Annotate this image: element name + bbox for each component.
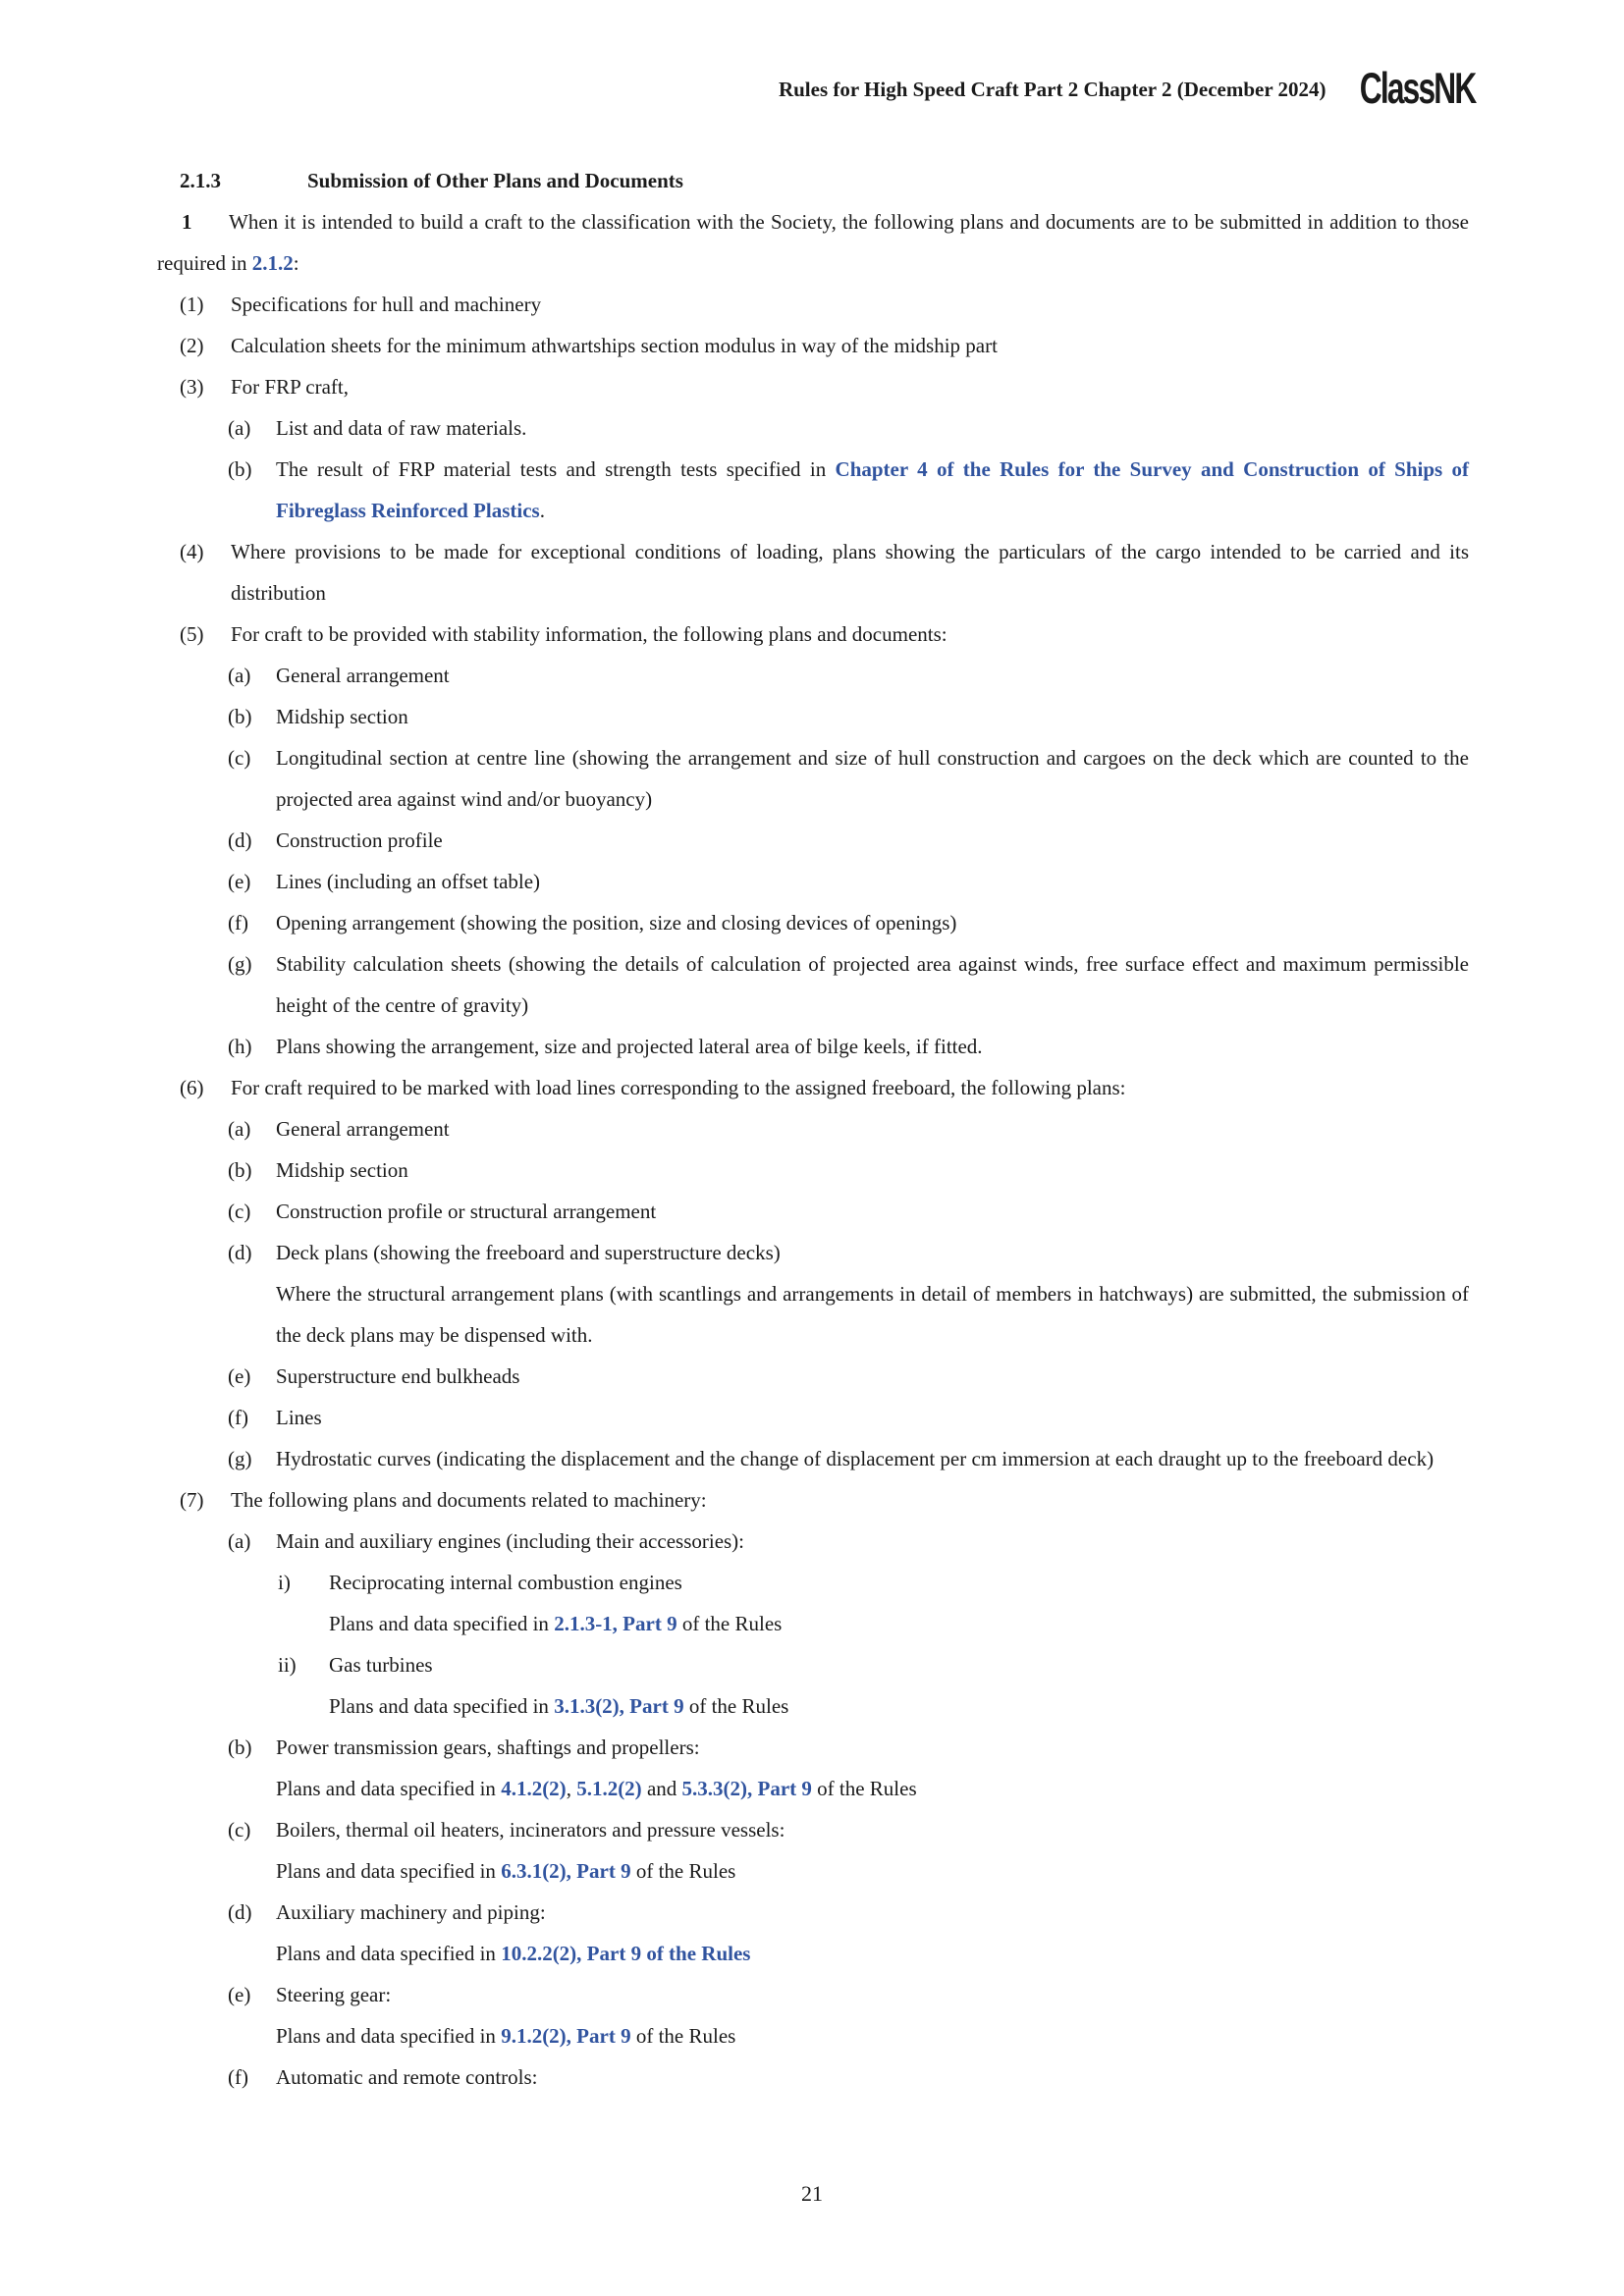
list-marker: (a) (228, 1117, 251, 1141)
text-run: Plans showing the arrangement, size and projected lateral area of bilge keels, if fitted. (276, 1035, 983, 1058)
text-run: Lines (including an offset table) (276, 870, 541, 893)
text-run: of the Rules (630, 2024, 736, 2048)
cross-reference-link[interactable]: 6.3.1(2), Part 9 (501, 1859, 631, 1883)
document-body (157, 160, 1469, 2098)
cross-reference-link[interactable]: 10.2.2(2), Part 9 of the Rules (501, 1942, 751, 1965)
list-marker: ii) (278, 1653, 297, 1677)
list-marker: (c) (228, 746, 251, 770)
section-items (157, 201, 1469, 2098)
list-item (180, 531, 1469, 614)
list-item (228, 696, 1469, 737)
list-item (228, 407, 1469, 449)
list-marker: (d) (228, 828, 252, 852)
list-marker: (b) (228, 457, 252, 481)
text-run: Power transmission gears, shaftings and propellers: (276, 1735, 700, 1759)
text-run: . (539, 499, 545, 522)
list-marker: (3) (180, 375, 204, 399)
list-item (228, 1438, 1469, 1479)
text-run: Superstructure end bulkheads (276, 1364, 520, 1388)
page-number: 21 (801, 2181, 823, 2206)
running-header-title: Rules for High Speed Craft Part 2 Chapter 2 (December 2024) (778, 78, 1326, 101)
list-item (228, 1356, 1469, 1397)
list-marker: (e) (228, 1364, 251, 1388)
list-marker: (5) (180, 622, 204, 646)
list-item (228, 1191, 1469, 1232)
text-run: Hydrostatic curves (indicating the displacement and the change of displacement per cm immersion at each draught up to the freeboard deck) (276, 1447, 1435, 1470)
continuation-paragraph (276, 1850, 1469, 1892)
list-marker: i) (278, 1571, 291, 1594)
list-item (278, 1644, 1469, 1685)
cross-reference-link[interactable]: 2.1.2 (251, 251, 294, 275)
continuation-paragraph (276, 1273, 1469, 1356)
section-heading (157, 160, 1469, 201)
text-run: Reciprocating internal combustion engines (329, 1571, 682, 1594)
list-marker: (c) (228, 1818, 251, 1842)
list-item (180, 614, 1469, 655)
list-item (228, 1397, 1469, 1438)
list-marker: 1 (182, 210, 192, 234)
list-item (228, 1149, 1469, 1191)
cross-reference-link[interactable]: 5.3.3(2), Part 9 (681, 1777, 812, 1800)
text-run: Plans and data specified in (276, 1942, 502, 1965)
text-run: For FRP craft, (231, 375, 349, 399)
text-run: Stability calculation sheets (showing the details of calculation of projected area against winds, free surface effect and maximum permissible height of the centre of gravity) (276, 952, 1469, 1017)
list-item (228, 1974, 1469, 2015)
cross-reference-link[interactable]: Chapter 4 of the Rules for the Survey and Construction of Ships of Fibreglass Reinforced Plastics (276, 457, 1470, 522)
text-run: Calculation sheets for the minimum athwartships section modulus in way of the midship part (231, 334, 998, 357)
cross-reference-link[interactable]: 9.1.2(2), Part 9 (501, 2024, 631, 2048)
list-item (180, 366, 1469, 407)
cross-reference-link[interactable]: 4.1.2(2) (501, 1777, 567, 1800)
list-marker: (b) (228, 705, 252, 728)
text-run: Auxiliary machinery and piping: (276, 1900, 546, 1924)
text-run: of the Rules (677, 1612, 783, 1635)
text-run: The result of FRP material tests and strength tests specified in (276, 457, 836, 481)
section-number: 2.1.3 (180, 169, 221, 192)
list-item (180, 325, 1469, 366)
text-run: , (566, 1777, 577, 1800)
text-run: of the Rules (630, 1859, 736, 1883)
list-marker: (a) (228, 416, 251, 440)
classnk-logo: ClassNK (1359, 64, 1475, 114)
list-item (228, 1026, 1469, 1067)
list-item (228, 737, 1469, 820)
list-item (228, 902, 1469, 943)
list-item (157, 201, 1469, 284)
text-run: Plans and data specified in (329, 1694, 555, 1718)
list-item (278, 1562, 1469, 1603)
list-marker: (a) (228, 1529, 251, 1553)
list-marker: (f) (228, 911, 248, 934)
list-item (228, 820, 1469, 861)
list-marker: (b) (228, 1158, 252, 1182)
cross-reference-link[interactable]: 5.1.2(2) (576, 1777, 642, 1800)
text-run: Plans and data specified in (276, 1859, 502, 1883)
text-run: For craft to be provided with stability information, the following plans and documents: (231, 622, 947, 646)
list-marker: (g) (228, 952, 252, 976)
section-title: Submission of Other Plans and Documents (307, 169, 683, 192)
text-run: Plans and data specified in (329, 1612, 555, 1635)
text-run: Main and auxiliary engines (including their accessories): (276, 1529, 745, 1553)
text-run: Construction profile (276, 828, 443, 852)
list-marker: (e) (228, 870, 251, 893)
text-run: and (641, 1777, 682, 1800)
text-run: Plans and data specified in (276, 2024, 502, 2048)
page-header (779, 65, 1475, 114)
text-run: For craft required to be marked with load lines corresponding to the assigned freeboard, the following plans: (231, 1076, 1126, 1099)
text-run: of the Rules (683, 1694, 789, 1718)
text-run: List and data of raw materials. (276, 416, 527, 440)
list-marker: (e) (228, 1983, 251, 2006)
text-run: of the Rules (811, 1777, 917, 1800)
text-run: Steering gear: (276, 1983, 392, 2006)
list-marker: (c) (228, 1200, 251, 1223)
list-marker: (1) (180, 293, 204, 316)
text-run: Lines (276, 1406, 322, 1429)
list-item (228, 449, 1470, 531)
text-run: The following plans and documents related to machinery: (231, 1488, 707, 1512)
text-run: Where the structural arrangement plans (with scantlings and arrangements in detail of members in hatchways) are submitted, the submission of the deck plans may be dispensed with. (276, 1282, 1469, 1347)
text-run: General arrangement (276, 1117, 450, 1141)
continuation-paragraph (276, 1933, 1469, 1974)
continuation-paragraph (329, 1685, 1469, 1727)
text-run: : (293, 251, 299, 275)
list-item (228, 861, 1469, 902)
list-item (228, 1521, 1469, 1562)
text-run: When it is intended to build a craft to the classification with the Society, the following plans and documents are to be submitted in addition to those required in (157, 210, 1469, 275)
list-item (228, 1232, 1469, 1273)
text-run: General arrangement (276, 664, 450, 687)
list-marker: (b) (228, 1735, 252, 1759)
list-marker: (7) (180, 1488, 204, 1512)
list-marker: (6) (180, 1076, 204, 1099)
list-marker: (2) (180, 334, 204, 357)
list-marker: (f) (228, 1406, 248, 1429)
text-run: Deck plans (showing the freeboard and superstructure decks) (276, 1241, 781, 1264)
cross-reference-link[interactable]: 2.1.3-1, Part 9 (554, 1612, 677, 1635)
list-marker: (f) (228, 2065, 248, 2089)
text-run: Plans and data specified in (276, 1777, 502, 1800)
cross-reference-link[interactable]: 3.1.3(2), Part 9 (554, 1694, 684, 1718)
list-item (228, 655, 1469, 696)
text-run: Gas turbines (329, 1653, 433, 1677)
text-run: Opening arrangement (showing the position, size and closing devices of openings) (276, 911, 957, 934)
list-item (228, 1809, 1469, 1850)
list-item (228, 2056, 1469, 2098)
list-item (228, 1727, 1469, 1768)
list-marker: (4) (180, 540, 204, 563)
continuation-paragraph (276, 1768, 1469, 1809)
page-footer (0, 2179, 1624, 2209)
list-marker: (h) (228, 1035, 252, 1058)
text-run: Longitudinal section at centre line (showing the arrangement and size of hull construction and cargoes on the deck which are counted to the projected area against wind and/or buoyancy) (276, 746, 1469, 811)
text-run: Specifications for hull and machinery (231, 293, 542, 316)
list-marker: (d) (228, 1241, 252, 1264)
continuation-paragraph (276, 2015, 1469, 2056)
list-item (180, 1479, 1469, 1521)
list-item (180, 1067, 1469, 1108)
list-marker: (g) (228, 1447, 252, 1470)
list-item (180, 284, 1469, 325)
text-run: Midship section (276, 705, 408, 728)
continuation-paragraph (329, 1603, 1469, 1644)
text-run: Construction profile or structural arrangement (276, 1200, 657, 1223)
text-run: Automatic and remote controls: (276, 2065, 538, 2089)
text-run: Midship section (276, 1158, 408, 1182)
list-item (228, 943, 1469, 1026)
list-marker: (a) (228, 664, 251, 687)
text-run: Boilers, thermal oil heaters, incinerators and pressure vessels: (276, 1818, 785, 1842)
list-item (228, 1892, 1469, 1933)
list-item (228, 1108, 1469, 1149)
text-run: Where provisions to be made for exceptional conditions of loading, plans showing the particulars of the cargo intended to be carried and its distribution (231, 540, 1469, 605)
list-marker: (d) (228, 1900, 252, 1924)
